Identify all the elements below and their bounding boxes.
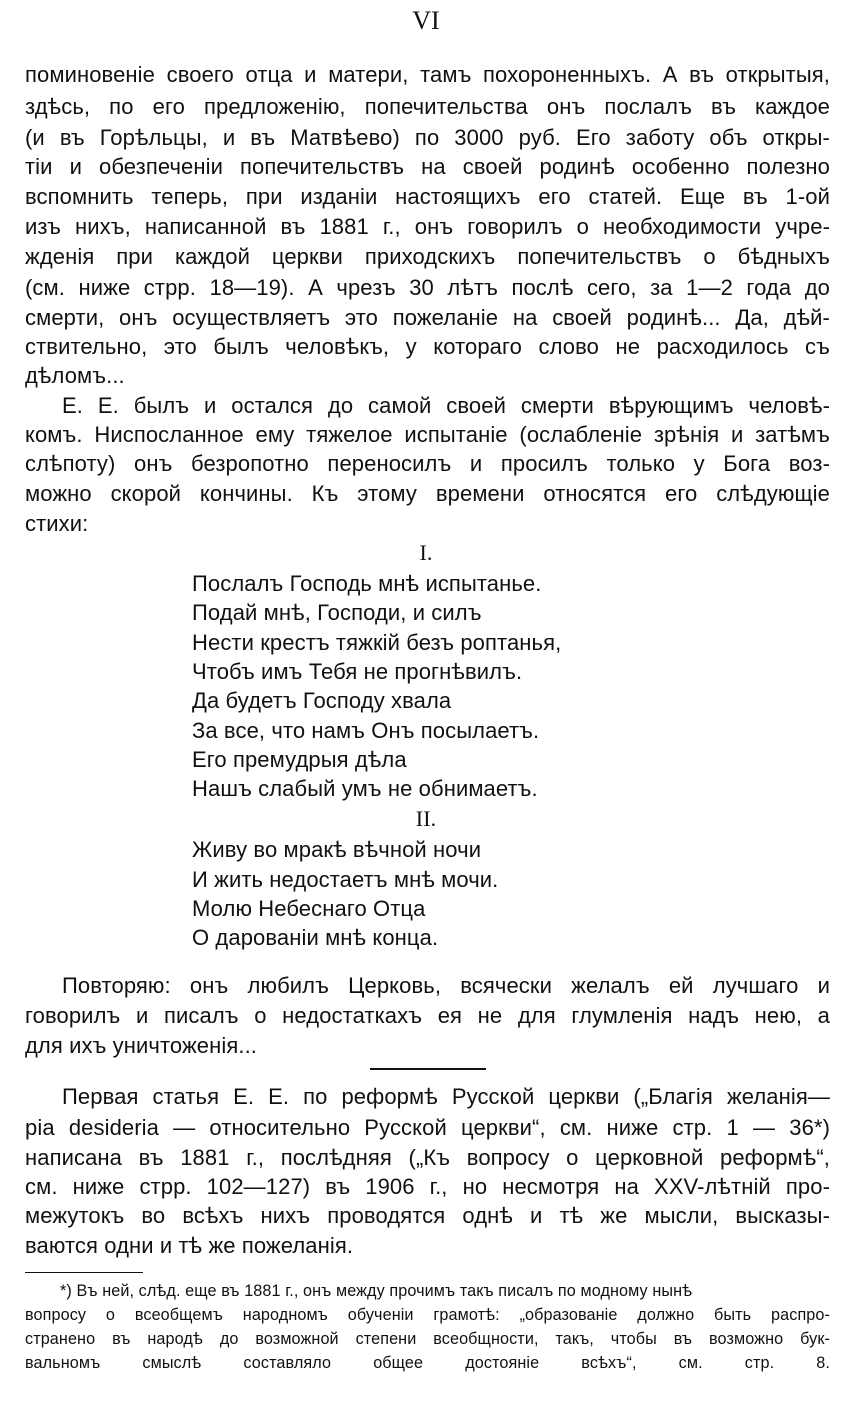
text-line: для ихъ уничтоженія... [25,1033,258,1058]
text-line: написана въ 1881 г., послѣдняя („Къ вопросу о церковной реформѣ“, [25,1145,830,1170]
footnote-divider [25,1272,143,1273]
text-line: тіи и обезпеченіи попечительствъ на своей родинѣ особенно полезно [25,154,830,179]
poem-heading: I. [419,540,433,565]
poem-line: Послалъ Господь мнѣ испытанье. [192,571,542,596]
poem-heading: II. [415,806,437,831]
poem-line: Да будетъ Господу хвала [192,688,452,713]
text-line: межутокъ во всѣхъ нихъ проводятся однѣ и тѣ же мысли, высказы- [25,1203,830,1228]
text-line: Е. Е. былъ и остался до самой своей смерти вѣрующимъ человѣ- [62,393,830,418]
text-line: Повторяю: онъ любилъ Церковь, всячески желалъ ей лучшаго и [62,973,830,998]
text-line: вспомнить теперь, при изданіи настоящихъ его статей. Еще въ 1-ой [25,184,830,209]
text-line: комъ. Ниспосланное ему тяжелое испытаніе (ослабленіе зрѣнія и затѣмъ [25,422,830,447]
section-divider [370,1068,486,1070]
text-line: можно скорой кончины. Къ этому времени относятся его слѣдующіе [25,481,830,506]
text-line: ваются одни и тѣ же пожеланія. [25,1233,354,1258]
poem-line: Нашъ слабый умъ не обнимаетъ. [192,776,538,801]
footnote-line: вальномъ смыслѣ составляло общее достояніе всѣхъ“, см. стр. 8. [25,1354,830,1372]
text-line: смерти, онъ осуществляетъ это пожеланіе на своей родинѣ... Да, дѣй- [25,305,830,330]
footnote-line: *) Въ ней, слѣд. еще въ 1881 г., онъ между прочимъ такъ писалъ по модному нынѣ [60,1282,693,1300]
text-line: дѣломъ... [25,363,125,388]
text-line: изъ нихъ, написанной въ 1881 г., онъ говорилъ о необходимости учре- [25,214,830,239]
poem-line: И жить недостаетъ мнѣ мочи. [192,867,499,892]
poem-line: Молю Небеснаго Отца [192,896,426,921]
poem-line: О дарованіи мнѣ конца. [192,925,439,950]
text-line: стихи: [25,511,89,536]
text-line: слѣпоту) онъ безропотно переносилъ и просилъ только у Бога воз- [25,451,830,476]
text-line: (и въ Горѣльцы, и въ Матвѣево) по 3000 руб. Его заботу объ откры- [25,125,830,150]
footnote-line: вопросу о всеобщемъ народномъ обученіи грамотѣ: „образованіе должно быть распро- [25,1306,830,1324]
text-line: говорилъ и писалъ о недостаткахъ ея не для глумленія надъ нею, а [25,1003,830,1028]
text-line: см. ниже стрр. 102—127) въ 1906 г., но несмотря на XXV-лѣтній про- [25,1174,830,1199]
text-line: здѣсь, по его предложенію, попечительства онъ послалъ въ каждое [25,94,830,119]
text-line: поминовеніе своего отца и матери, тамъ похороненныхъ. А въ открытыя, [25,62,830,87]
poem-line: Чтобъ имъ Тебя не прогнѣвилъ. [192,659,523,684]
poem-line: Нести крестъ тяжкій безъ роптанья, [192,630,562,655]
poem-line: Подай мнѣ, Господи, и силъ [192,600,482,625]
poem-line: Его премудрыя дѣла [192,747,407,772]
footnote-line: странено въ народѣ до возможной степени всеобщности, такъ, чтобы въ возможно бук- [25,1330,830,1348]
text-line: (см. ниже стрр. 18—19). А чрезъ 30 лѣтъ послѣ сего, за 1—2 года до [25,275,830,300]
poem-line: Живу во мракѣ вѣчной ночи [192,837,482,862]
page-number: VI [412,6,440,35]
text-line: ствительно, это былъ человѣкъ, у котораго слово не расходилось съ [25,334,830,359]
text-line: жденія при каждой церкви приходскихъ попечительствъ о бѣдныхъ [25,244,830,269]
text-line: pia desideria — относительно Русской церкви“, см. ниже стр. 1 — 36*) [25,1115,830,1140]
text-line: Первая статья Е. Е. по реформѣ Русской церкви („Благія желанія— [62,1084,830,1109]
poem-line: За все, что намъ Онъ посылаетъ. [192,718,540,743]
